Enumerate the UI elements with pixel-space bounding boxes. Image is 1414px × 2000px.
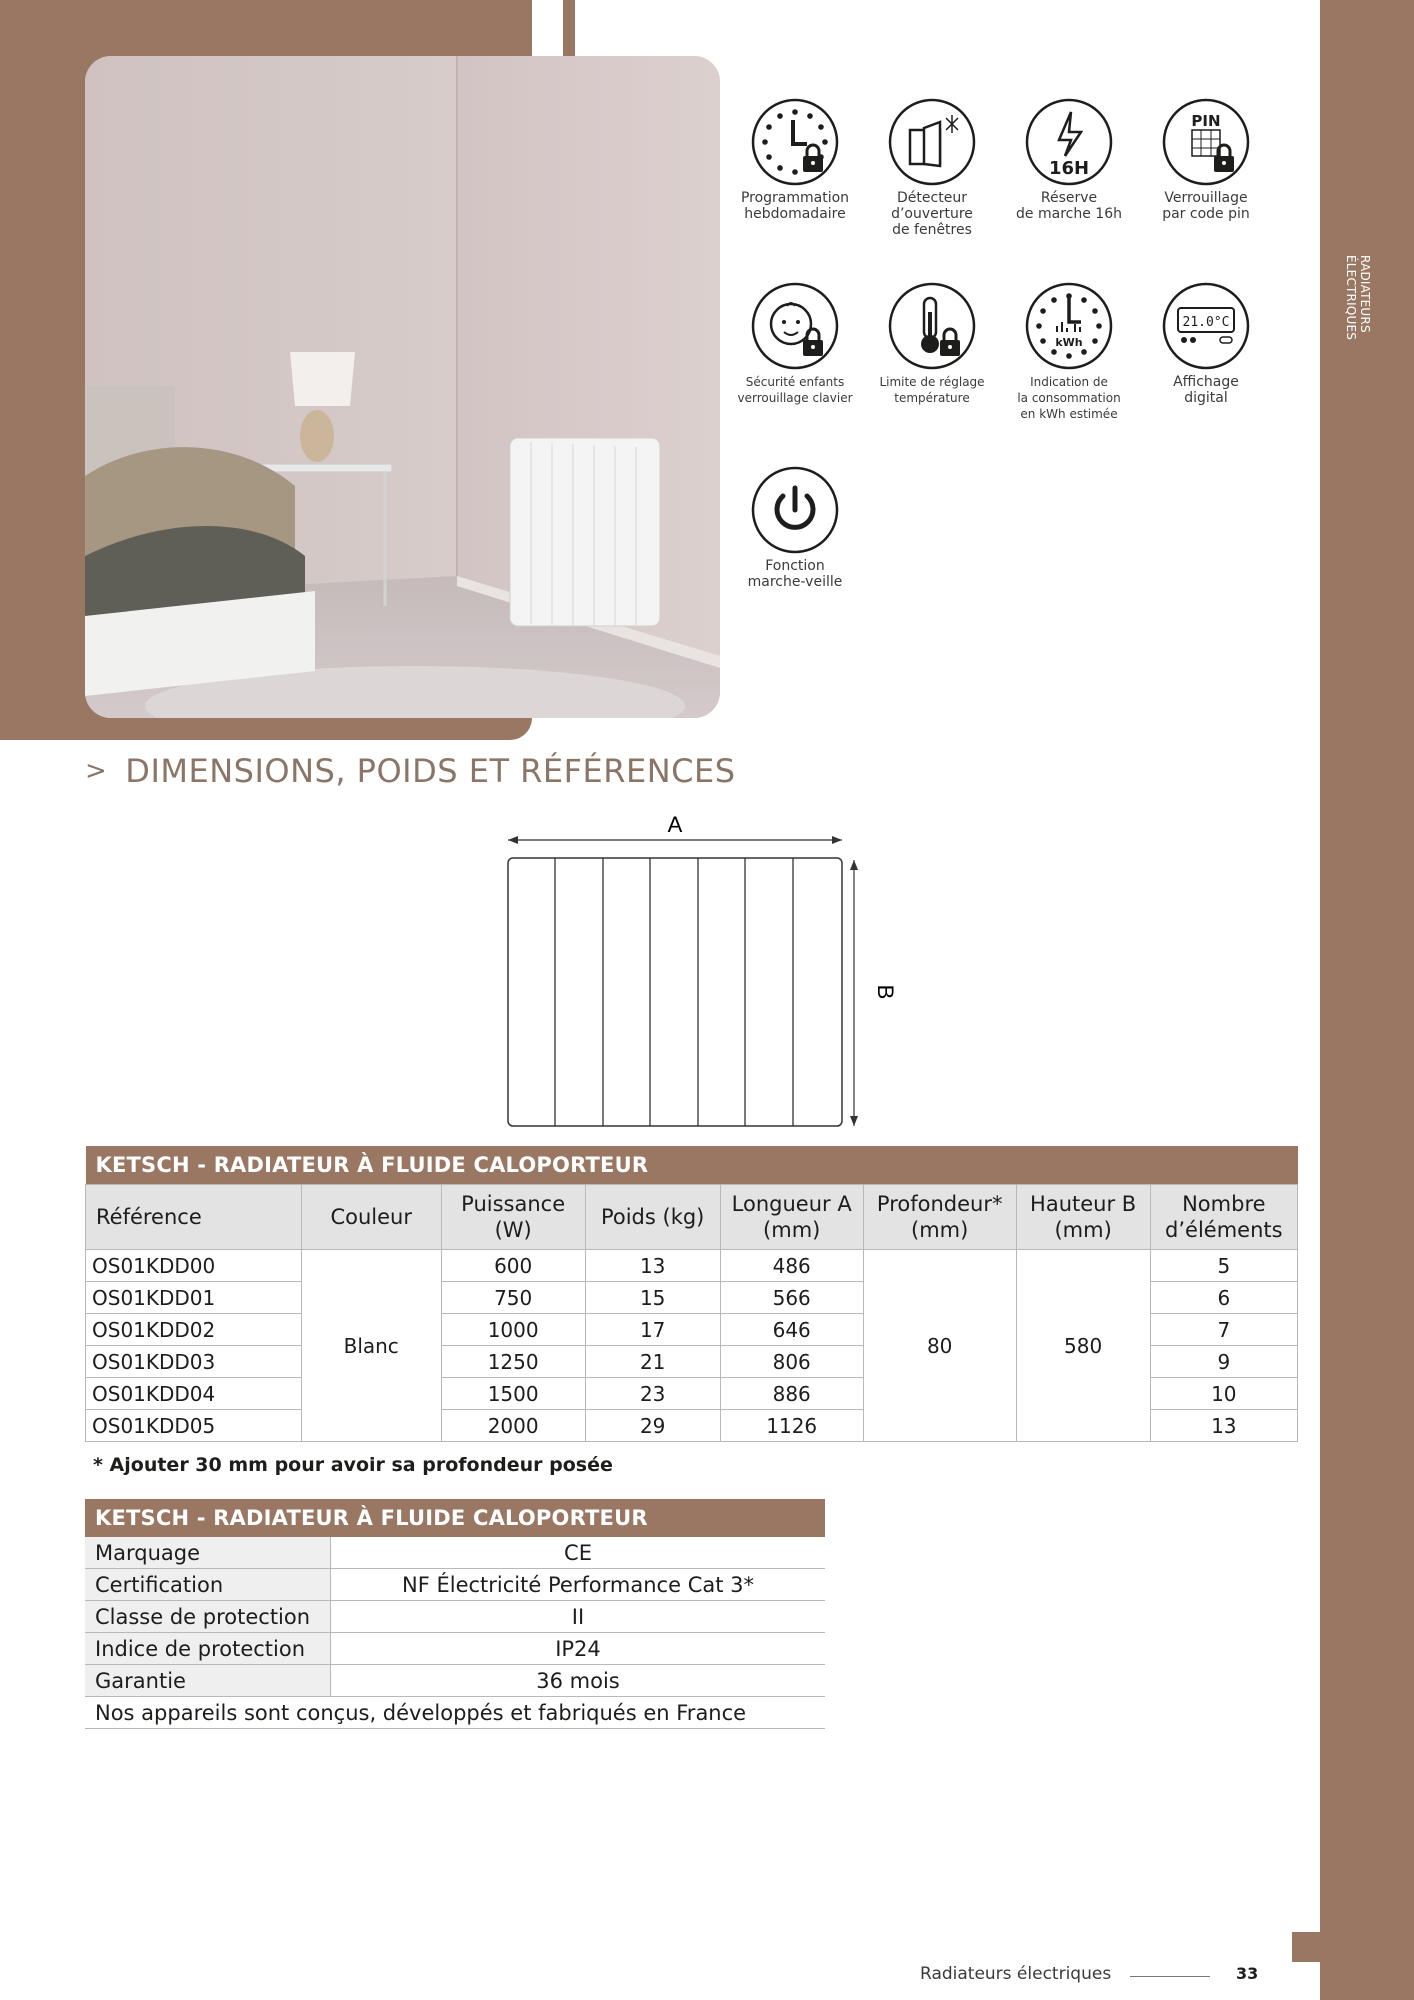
table-cell: OS01KDD01	[86, 1282, 302, 1314]
section-title-text: DIMENSIONS, POIDS ET RÉFÉRENCES	[125, 752, 736, 790]
table-cell: OS01KDD00	[86, 1250, 302, 1282]
table-cell: 80	[863, 1250, 1016, 1442]
feature-item	[1136, 282, 1276, 406]
info-table	[85, 1499, 825, 1729]
table-cell: 646	[720, 1314, 863, 1346]
table-row	[85, 1601, 825, 1633]
power-icon	[751, 466, 839, 554]
column-header: Hauteur B (mm)	[1016, 1185, 1150, 1250]
pin-keypad-icon	[1162, 98, 1250, 186]
table-cell: 580	[1016, 1250, 1150, 1442]
spec-table-header	[86, 1185, 1298, 1250]
info-label: Marquage	[85, 1537, 331, 1569]
table-cell: 15	[585, 1282, 720, 1314]
svg-text:16H: 16H	[1048, 158, 1090, 179]
table-row	[85, 1633, 825, 1665]
table-cell: 1500	[441, 1378, 585, 1410]
baby-lock-icon	[751, 282, 839, 370]
table-cell: 6	[1150, 1282, 1297, 1314]
feature-label: Limite de réglage température	[879, 375, 985, 405]
table-row	[85, 1665, 825, 1697]
svg-text:PIN: PIN	[1191, 112, 1221, 130]
kwh-clock-icon	[1025, 282, 1113, 370]
dimension-b-label: B	[873, 984, 898, 1000]
chevron-right-icon: >	[85, 756, 108, 786]
table-cell: 486	[720, 1250, 863, 1282]
table-cell: 2000	[441, 1410, 585, 1442]
feature-label: Fonction marche-veille	[747, 558, 843, 590]
table-cell: 13	[1150, 1410, 1297, 1442]
feature-label: Détecteur d’ouverture de fenêtres	[891, 190, 973, 238]
feature-label: Verrouillage par code pin	[1162, 190, 1250, 222]
table-cell: OS01KDD04	[86, 1378, 302, 1410]
table-cell: 1126	[720, 1410, 863, 1442]
feature-item	[1136, 98, 1276, 222]
info-value: II	[331, 1601, 826, 1633]
product-photo	[85, 56, 720, 718]
feature-label: Affichage digital	[1173, 374, 1239, 406]
feature-item	[725, 282, 865, 406]
brand-color-strip	[563, 0, 575, 58]
table-row	[85, 1569, 825, 1601]
table-cell: 5	[1150, 1250, 1297, 1282]
table-cell: 1250	[441, 1346, 585, 1378]
table-cell: 29	[585, 1410, 720, 1442]
feature-label: Sécurité enfants verrouillage clavier	[737, 375, 853, 405]
feature-item	[999, 98, 1139, 222]
info-label: Classe de protection	[85, 1601, 331, 1633]
column-header: Longueur A (mm)	[720, 1185, 863, 1250]
feature-label: Indication de la consommation en kWh estimée	[1017, 375, 1121, 421]
table-cell: 17	[585, 1314, 720, 1346]
clock-lock-icon	[751, 98, 839, 186]
dimension-diagram	[480, 808, 900, 1142]
table-cell: 9	[1150, 1346, 1297, 1378]
feature-label: Réserve de marche 16h	[1016, 190, 1122, 222]
info-label: Garantie	[85, 1665, 331, 1697]
column-header: Poids (kg)	[585, 1185, 720, 1250]
svg-text:kWh: kWh	[1055, 336, 1083, 349]
section-title	[85, 752, 736, 790]
info-table-title: KETSCH - RADIATEUR À FLUIDE CALOPORTEUR	[85, 1499, 825, 1537]
thermometer-lock-icon	[888, 282, 976, 370]
table-cell: 13	[585, 1250, 720, 1282]
table-cell: 23	[585, 1378, 720, 1410]
table-row	[86, 1250, 1298, 1282]
table-cell: 600	[441, 1250, 585, 1282]
table-cell: 10	[1150, 1378, 1297, 1410]
feature-label: Programmation hebdomadaire	[740, 190, 850, 222]
side-tab-label: RADIATEURS ÉLECTRIQUES	[1344, 255, 1372, 341]
column-header: Puissance (W)	[441, 1185, 585, 1250]
info-label: Indice de protection	[85, 1633, 331, 1665]
window-snow-icon	[888, 98, 976, 186]
footer-label: Radiateurs électriques	[920, 1964, 1112, 1984]
page-tab	[1292, 1932, 1322, 1962]
info-label: Certification	[85, 1569, 331, 1601]
feature-item	[725, 98, 865, 222]
feature-item	[862, 98, 1002, 238]
table-cell: 1000	[441, 1314, 585, 1346]
table-cell: OS01KDD02	[86, 1314, 302, 1346]
column-header: Profondeur* (mm)	[863, 1185, 1016, 1250]
table-cell: OS01KDD03	[86, 1346, 302, 1378]
info-value: 36 mois	[331, 1665, 826, 1697]
dimension-a-label: A	[667, 812, 683, 837]
column-header: Couleur	[301, 1185, 441, 1250]
feature-item	[862, 282, 1002, 406]
table-cell: 566	[720, 1282, 863, 1314]
feature-item	[725, 466, 865, 590]
footnote: * Ajouter 30 mm pour avoir sa profondeur posée	[93, 1454, 613, 1476]
table-cell: 806	[720, 1346, 863, 1378]
feature-item	[999, 282, 1139, 422]
table-cell: 21	[585, 1346, 720, 1378]
column-header: Référence	[86, 1185, 302, 1250]
lightning-16h-icon	[1025, 98, 1113, 186]
info-value: IP24	[331, 1633, 826, 1665]
svg-text:21.0°C: 21.0°C	[1182, 315, 1230, 330]
table-cell: Blanc	[301, 1250, 441, 1442]
table-cell: 7	[1150, 1314, 1297, 1346]
column-header: Nombre d’éléments	[1150, 1185, 1297, 1250]
digital-display-icon	[1162, 282, 1250, 370]
table-cell: 750	[441, 1282, 585, 1314]
radiator-outline	[508, 858, 842, 1126]
spec-table-title: KETSCH - RADIATEUR À FLUIDE CALOPORTEUR	[86, 1146, 1298, 1185]
table-row	[85, 1537, 825, 1569]
table-cell: 886	[720, 1378, 863, 1410]
page-number: 33	[1236, 1964, 1259, 1983]
info-table-note: Nos appareils sont conçus, développés et fabriqués en France	[85, 1697, 825, 1729]
footer-divider	[1130, 1976, 1210, 1977]
info-value: CE	[331, 1537, 826, 1569]
info-value: NF Électricité Performance Cat 3*	[331, 1569, 826, 1601]
spec-table	[85, 1146, 1298, 1442]
table-cell: OS01KDD05	[86, 1410, 302, 1442]
